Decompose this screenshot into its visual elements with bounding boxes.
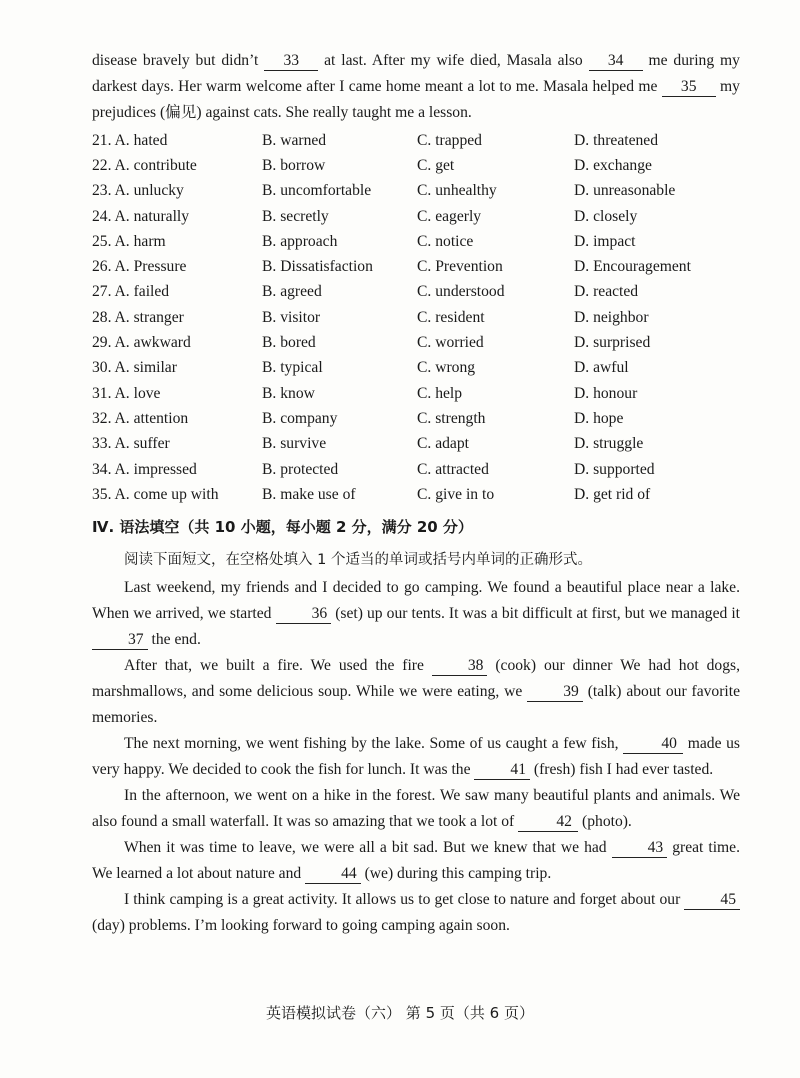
option-row <box>92 254 740 279</box>
blank-40: 40 <box>623 735 683 754</box>
option-text: similar <box>133 359 177 377</box>
option-label: C. <box>417 207 432 225</box>
option-label: 22. A. <box>92 156 130 174</box>
option-label: B. <box>262 207 277 225</box>
option-label: B. <box>262 359 277 377</box>
option-label: 24. A. <box>92 207 130 225</box>
option-d <box>574 406 740 431</box>
blank-43: 43 <box>612 839 668 858</box>
option-text: harm <box>133 232 166 250</box>
option-b <box>262 280 417 305</box>
option-text: impressed <box>133 460 197 478</box>
option-b <box>262 381 417 406</box>
option-text: secretly <box>280 207 329 225</box>
option-b <box>262 482 417 507</box>
blank-42: 42 <box>518 813 578 832</box>
option-text: worried <box>435 334 484 352</box>
option-label: 29. A. <box>92 334 130 352</box>
option-label: D. <box>574 232 590 250</box>
option-row <box>92 229 740 254</box>
option-text: survive <box>280 435 327 453</box>
option-text: closely <box>593 207 638 225</box>
section-instruction: 阅读下面短文，在空格处填入 1 个适当的单词或括号内单词的正确形式。 <box>124 552 592 569</box>
option-row <box>92 482 740 507</box>
option-d <box>574 356 740 381</box>
blank-44: 44 <box>305 865 361 884</box>
option-row <box>92 406 740 431</box>
option-text: threatened <box>593 131 659 149</box>
option-label: D. <box>574 359 590 377</box>
option-label: D. <box>574 460 590 478</box>
option-text: Prevention <box>435 258 503 276</box>
option-c <box>417 432 574 457</box>
option-label: D. <box>574 409 590 427</box>
option-row <box>92 356 740 381</box>
blank-45: 45 <box>684 891 740 910</box>
option-row <box>92 457 740 482</box>
option-c <box>417 356 574 381</box>
option-row <box>92 179 740 204</box>
option-text: wrong <box>435 359 476 377</box>
option-d <box>574 280 740 305</box>
option-label: D. <box>574 156 590 174</box>
option-text: borrow <box>280 156 326 174</box>
option-d <box>574 381 740 406</box>
option-text: come up with <box>133 485 219 503</box>
option-label: D. <box>574 384 590 402</box>
option-b <box>262 179 417 204</box>
option-label: C. <box>417 182 432 200</box>
option-text: honour <box>593 384 638 402</box>
option-b <box>262 229 417 254</box>
option-row <box>92 128 740 153</box>
option-text: reacted <box>593 283 639 301</box>
paragraph-4: In the afternoon, we went on a hike in the forest. We saw many beautiful plants and animals. We also found a small waterfall. It was so amazing that we took a lot of 42 (photo). <box>92 787 740 831</box>
option-text: bored <box>280 334 316 352</box>
option-text: warned <box>280 131 327 149</box>
option-text: get rid of <box>593 485 651 503</box>
option-b <box>262 330 417 355</box>
option-d <box>574 330 740 355</box>
option-label: C. <box>417 485 432 503</box>
option-d <box>574 482 740 507</box>
option-d <box>574 179 740 204</box>
option-row <box>92 204 740 229</box>
option-c <box>417 482 574 507</box>
option-text: Dissatisfaction <box>280 258 373 276</box>
option-d <box>574 254 740 279</box>
option-a <box>92 482 262 507</box>
option-label: B. <box>262 308 277 326</box>
paragraph-3: The next morning, we went fishing by the lake. Some of us caught a few fish, 40 made us very happy. We decided to cook the fish for lunch. It was the 41 (fresh) fish I had ever tasted. <box>92 735 740 779</box>
passage-tail: disease bravely but didn’t 33 at last. After my wife died, Masala also 34 me during my darkest days. Her warm welcome after I came home meant a lot to me. Masala helped me 35 my prejudices (偏见) against cats. She really taught me a lesson. <box>92 52 740 121</box>
option-text: unlucky <box>133 182 184 200</box>
option-text: understood <box>435 283 505 301</box>
paragraph-5: When it was time to leave, we were all a bit sad. But we knew that we had 43 great time. We learned a lot about nature and 44 (we) during this camping trip. <box>92 839 741 883</box>
option-text: hated <box>133 131 168 149</box>
option-row <box>92 330 740 355</box>
option-label: 32. A. <box>92 409 130 427</box>
option-b <box>262 204 417 229</box>
paragraph-2: After that, we built a fire. We used the fire 38 (cook) our dinner We had hot dogs, marshmallows, and some delicious soup. While we were eating, we 39 (talk) about our favorite memories. <box>92 657 741 727</box>
option-label: D. <box>574 485 590 503</box>
option-text: strength <box>435 409 486 427</box>
option-text: agreed <box>280 283 322 301</box>
option-text: suffer <box>133 435 170 453</box>
option-label: B. <box>262 156 277 174</box>
option-d <box>574 229 740 254</box>
option-a <box>92 280 262 305</box>
option-a <box>92 204 262 229</box>
option-label: B. <box>262 258 277 276</box>
option-a <box>92 432 262 457</box>
option-label: B. <box>262 384 277 402</box>
option-row <box>92 153 740 178</box>
option-c <box>417 153 574 178</box>
option-label: C. <box>417 232 432 250</box>
option-label: C. <box>417 131 432 149</box>
option-c <box>417 330 574 355</box>
option-row <box>92 432 740 457</box>
option-label: C. <box>417 258 432 276</box>
option-text: give in to <box>435 485 495 503</box>
blank-36: 36 <box>276 605 332 624</box>
option-b <box>262 153 417 178</box>
option-text: adapt <box>435 435 469 453</box>
option-label: 25. A. <box>92 232 130 250</box>
option-d <box>574 204 740 229</box>
option-text: failed <box>133 283 170 301</box>
option-label: C. <box>417 283 432 301</box>
option-label: B. <box>262 460 277 478</box>
option-text: naturally <box>133 207 190 225</box>
option-d <box>574 128 740 153</box>
option-label: C. <box>417 334 432 352</box>
page-footer: 英语模拟试卷（六） 第 5 页（共 6 页） <box>266 1004 534 1022</box>
option-text: know <box>280 384 315 402</box>
option-text: exchange <box>593 156 652 174</box>
option-a <box>92 229 262 254</box>
option-label: B. <box>262 409 277 427</box>
option-label: 23. A. <box>92 182 130 200</box>
option-text: impact <box>593 232 636 250</box>
blank-34: 34 <box>589 52 643 71</box>
option-a <box>92 406 262 431</box>
option-label: C. <box>417 384 432 402</box>
option-b <box>262 254 417 279</box>
option-text: protected <box>280 460 339 478</box>
option-text: surprised <box>593 334 651 352</box>
option-text: uncomfortable <box>280 182 372 200</box>
option-text: attention <box>133 409 189 427</box>
option-c <box>417 204 574 229</box>
option-b <box>262 305 417 330</box>
option-d <box>574 153 740 178</box>
option-text: notice <box>435 232 474 250</box>
blank-37: 37 <box>92 631 148 650</box>
option-label: 30. A. <box>92 359 130 377</box>
section-title: Ⅳ. 语法填空（共 10 小题，每小题 2 分，满分 20 分） <box>92 518 473 537</box>
option-label: D. <box>574 334 590 352</box>
option-label: D. <box>574 207 590 225</box>
option-label: B. <box>262 131 277 149</box>
option-text: attracted <box>435 460 489 478</box>
option-row <box>92 280 740 305</box>
option-c <box>417 179 574 204</box>
option-text: neighbor <box>593 308 649 326</box>
option-text: awful <box>593 359 629 377</box>
option-text: company <box>280 409 338 427</box>
option-text: visitor <box>280 308 321 326</box>
blank-35: 35 <box>662 78 716 97</box>
option-label: B. <box>262 283 277 301</box>
paragraph-6: I think camping is a great activity. It allows us to get close to nature and forget about our 45 (day) problems. I’m looking forward to going camping again soon. <box>92 887 740 939</box>
option-a <box>92 305 262 330</box>
option-label: D. <box>574 435 590 453</box>
option-text: awkward <box>133 334 191 352</box>
option-text: resident <box>435 308 485 326</box>
option-label: D. <box>574 131 590 149</box>
blank-41: 41 <box>474 761 530 780</box>
option-label: 27. A. <box>92 283 130 301</box>
option-label: C. <box>417 435 432 453</box>
option-b <box>262 457 417 482</box>
blank-33: 33 <box>264 52 318 71</box>
option-a <box>92 179 262 204</box>
option-a <box>92 381 262 406</box>
option-label: D. <box>574 258 590 276</box>
option-b <box>262 406 417 431</box>
option-text: get <box>435 156 455 174</box>
option-c <box>417 280 574 305</box>
option-label: 31. A. <box>92 384 130 402</box>
option-text: contribute <box>133 156 197 174</box>
option-a <box>92 153 262 178</box>
option-text: typical <box>280 359 323 377</box>
option-label: B. <box>262 182 277 200</box>
option-text: stranger <box>133 308 184 326</box>
option-text: help <box>435 384 463 402</box>
options-table <box>92 128 740 507</box>
option-text: unreasonable <box>593 182 676 200</box>
option-row <box>92 381 740 406</box>
option-a <box>92 356 262 381</box>
option-label: 33. A. <box>92 435 130 453</box>
option-text: trapped <box>435 131 482 149</box>
option-d <box>574 457 740 482</box>
option-label: C. <box>417 409 432 427</box>
option-label: C. <box>417 359 432 377</box>
option-text: hope <box>593 409 624 427</box>
option-row <box>92 305 740 330</box>
option-label: C. <box>417 460 432 478</box>
option-label: 34. A. <box>92 460 130 478</box>
option-text: Pressure <box>133 258 187 276</box>
option-text: make use of <box>280 485 356 503</box>
option-b <box>262 432 417 457</box>
option-c <box>417 254 574 279</box>
option-c <box>417 305 574 330</box>
option-b <box>262 128 417 153</box>
option-label: 35. A. <box>92 485 130 503</box>
option-a <box>92 330 262 355</box>
option-a <box>92 457 262 482</box>
option-c <box>417 406 574 431</box>
option-text: approach <box>280 232 338 250</box>
paragraph-1: Last weekend, my friends and I decided to go camping. We found a beautiful place near a lake. When we arrived, we started 36 (set) up our tents. It was a bit difficult at first, but we managed it 37 the end. <box>92 579 741 649</box>
option-label: D. <box>574 283 590 301</box>
option-label: D. <box>574 182 590 200</box>
option-label: 26. A. <box>92 258 130 276</box>
option-label: B. <box>262 232 277 250</box>
option-label: C. <box>417 308 432 326</box>
option-label: B. <box>262 485 277 503</box>
option-label: D. <box>574 308 590 326</box>
option-text: eagerly <box>435 207 482 225</box>
blank-38: 38 <box>432 657 488 676</box>
option-c <box>417 381 574 406</box>
option-a <box>92 254 262 279</box>
option-label: B. <box>262 334 277 352</box>
option-label: 21. A. <box>92 131 130 149</box>
option-a <box>92 128 262 153</box>
option-d <box>574 305 740 330</box>
option-label: B. <box>262 435 277 453</box>
option-text: love <box>133 384 161 402</box>
option-text: supported <box>593 460 655 478</box>
blank-39: 39 <box>527 683 583 702</box>
option-text: Encouragement <box>593 258 691 276</box>
option-b <box>262 356 417 381</box>
option-c <box>417 229 574 254</box>
option-text: struggle <box>593 435 644 453</box>
option-c <box>417 128 574 153</box>
option-c <box>417 457 574 482</box>
exam-page <box>92 48 740 939</box>
option-label: 28. A. <box>92 308 130 326</box>
option-text: unhealthy <box>435 182 497 200</box>
option-d <box>574 432 740 457</box>
option-label: C. <box>417 156 432 174</box>
